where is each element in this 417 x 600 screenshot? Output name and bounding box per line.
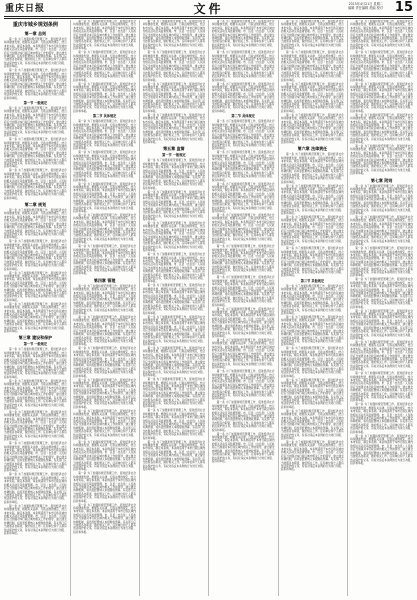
column-divider (347, 20, 348, 596)
paragraph: 第一条 为了加强和规范管理工作，促进经济社会持续健康发展，根据有关法律、行政法规的规定，结合本市实际，制定本条例。本条例适用于本市行政区域内的相关活动及其监督管理。市、区县（自治县）人民政府应当加强对本行政区域内相关工作的领导，建立健全协调机制，将所需经费纳入本级财政预算。有关部门应当按照各自职责，做好相关工作。任何单位和个人都有依法保护的义务，有权对违反本条例的行为进行劝阻、投诉和举报。 (73, 120, 136, 151)
paragraph: 第一条 为了加强和规范管理工作，促进经济社会持续健康发展，根据有关法律、行政法规的规定，结合本市实际，制定本条例。本条例适用于本市行政区域内的相关活动及其监督管理。市、区县（自治县）人民政府应当加强对本行政区域内相关工作的领导，建立健全协调机制，将所需经费纳入本级财政预算。有关部门应当按照各自职责，做好相关工作。任何单位和个人都有依法保护的义务，有权对违反本条例的行为进行劝阻、投诉和举报。 (350, 372, 413, 403)
paragraph: 第一条 为了加强和规范管理工作，促进经济社会持续健康发展，根据有关法律、行政法规的规定，结合本市实际，制定本条例。本条例适用于本市行政区域内的相关活动及其监督管理。市、区县（自治县）人民政府应当加强对本行政区域内相关工作的领导，建立健全协调机制，将所需经费纳入本级财政预算。有关部门应当按照各自职责，做好相关工作。任何单位和个人都有依法保护的义务，有权对违反本条例的行为进行劝阻、投诉和举报。 (4, 410, 67, 442)
paragraph: 第一条 为了加强和规范管理工作，促进经济社会持续健康发展，根据有关法律、行政法规的规定，结合本市实际，制定本条例。本条例适用于本市行政区域内的相关活动及其监督管理。市、区县（自治县）人民政府应当加强对本行政区域内相关工作的领导，建立健全协调机制，将所需经费纳入本级财政预算。有关部门应当按照各自职责，做好相关工作。任何单位和个人都有依法保护的义务，有权对违反本条例的行为进行劝阻、投诉和举报。 (142, 284, 206, 315)
paragraph: 第一条 为了加强和规范管理工作，促进经济社会持续健康发展，根据有关法律、行政法规的规定，结合本市实际，制定本条例。本条例适用于本市行政区域内的相关活动及其监督管理。市、区县（自治县）人民政府应当加强对本行政区域内相关工作的领导，建立健全协调机制，将所需经费纳入本级财政预算。有关部门应当按照各自职责，做好相关工作。任何单位和个人都有依法保护的义务，有权对违反本条例的行为进行劝阻、投诉和举报。 (281, 409, 344, 441)
paragraph: 第一条 为了加强和规范管理工作，促进经济社会持续健康发展，根据有关法律、行政法规的规定，结合本市实际，制定本条例。本条例适用于本市行政区域内的相关活动及其监督管理。市、区县（自治县）人民政府应当加强对本行政区域内相关工作的领导，建立健全协调机制，将所需经费纳入本级财政预算。有关部门应当按照各自职责，做好相关工作。任何单位和个人都有依法保护的义务，有权对违反本条例的行为进行劝阻、投诉和举报。 (350, 340, 413, 372)
paragraph: 第一条 为了加强和规范管理工作，促进经济社会持续健康发展，根据有关法律、行政法规的规定，结合本市实际，制定本条例。本条例适用于本市行政区域内的相关活动及其监督管理。市、区县（自治县）人民政府应当加强对本行政区域内相关工作的领导，建立健全协调机制，将所需经费纳入本级财政预算。有关部门应当按照各自职责，做好相关工作。任何单位和个人都有依法保护的义务，有权对违反本条例的行为进行劝阻、投诉和举报。 (350, 215, 413, 247)
paragraph: 第一条 为了加强和规范管理工作，促进经济社会持续健康发展，根据有关法律、行政法规的规定，结合本市实际，制定本条例。本条例适用于本市行政区域内的相关活动及其监督管理。市、区县（自治县）人民政府应当加强对本行政区域内相关工作的领导，建立健全协调机制，将所需经费纳入本级财政预算。有关部门应当按照各自职责，做好相关工作。任何单位和个人都有依法保护的义务，有权对违反本条例的行为进行劝阻、投诉和举报。 (211, 370, 275, 401)
paragraph: 第一条 为了加强和规范管理工作，促进经济社会持续健康发展，根据有关法律、行政法规的规定，结合本市实际，制定本条例。本条例适用于本市行政区域内的相关活动及其监督管理。市、区县（自治县）人民政府应当加强对本行政区域内相关工作的领导，建立健全协调机制，将所需经费纳入本级财政预算。有关部门应当按照各自职责，做好相关工作。任何单位和个人都有依法保护的义务，有权对违反本条例的行为进行劝阻、投诉和举报。 (281, 51, 344, 82)
paragraph: 第一条 为了加强和规范管理工作，促进经济社会持续健康发展，根据有关法律、行政法规的规定，结合本市实际，制定本条例。本条例适用于本市行政区域内的相关活动及其监督管理。市、区县（自治县）人民政府应当加强对本行政区域内相关工作的领导，建立健全协调机制，将所需经费纳入本级财政预算。有关部门应当按照各自职责，做好相关工作。任何单位和个人都有依法保护的义务，有权对违反本条例的行为进行劝阻、投诉和举报。 (281, 316, 344, 347)
column-1 (4, 20, 67, 596)
date-line: 2015年4月21日 星期二 (348, 2, 383, 6)
paragraph: 第一条 为了加强和规范管理工作，促进经济社会持续健康发展，根据有关法律、行政法规的规定，结合本市实际，制定本条例。本条例适用于本市行政区域内的相关活动及其监督管理。市、区县（自治县）人民政府应当加强对本行政区域内相关工作的领导，建立健全协调机制，将所需经费纳入本级财政预算。有关部门应当按照各自职责，做好相关工作。任何单位和个人都有依法保护的义务，有权对违反本条例的行为进行劝阻、投诉和举报。 (281, 20, 344, 51)
article-title: 重庆市城乡规划条例 (12, 22, 58, 28)
paragraph: 第一条 为了加强和规范管理工作，促进经济社会持续健康发展，根据有关法律、行政法规的规定，结合本市实际，制定本条例。本条例适用于本市行政区域内的相关活动及其监督管理。市、区县（自治县）人民政府应当加强对本行政区域内相关工作的领导，建立健全协调机制，将所需经费纳入本级财政预算。有关部门应当按照各自职责，做好相关工作。任何单位和个人都有依法保护的义务，有权对违反本条例的行为进行劝阻、投诉和举报。 (4, 209, 67, 240)
paragraph: 第一条 为了加强和规范管理工作，促进经济社会持续健康发展，根据有关法律、行政法规的规定，结合本市实际，制定本条例。本条例适用于本市行政区域内的相关活动及其监督管理。市、区县（自治县）人民政府应当加强对本行政区域内相关工作的领导，建立健全协调机制，将所需经费纳入本级财政预算。有关部门应当按照各自职责，做好相关工作。任何单位和个人都有依法保护的义务，有权对违反本条例的行为进行劝阻、投诉和举报。 (142, 51, 206, 82)
section-heading: 第二节 具体规定 (231, 114, 255, 119)
chapter-heading: 第七章 附则 (370, 177, 393, 183)
paragraph: 第一条 为了加强和规范管理工作，促进经济社会持续健康发展，根据有关法律、行政法规的规定，结合本市实际，制定本条例。本条例适用于本市行政区域内的相关活动及其监督管理。市、区县（自治县）人民政府应当加强对本行政区域内相关工作的领导，建立健全协调机制，将所需经费纳入本级财政预算。有关部门应当按照各自职责，做好相关工作。任何单位和个人都有依法保护的义务，有权对违反本条例的行为进行劝阻、投诉和举报。 (350, 184, 413, 215)
paragraph: 第一条 为了加强和规范管理工作，促进经济社会持续健康发展，根据有关法律、行政法规的规定，结合本市实际，制定本条例。本条例适用于本市行政区域内的相关活动及其监督管理。市、区县（自治县）人民政府应当加强对本行政区域内相关工作的领导，建立健全协调机制，将所需经费纳入本级财政预算。有关部门应当按照各自职责，做好相关工作。任何单位和个人都有依法保护的义务，有权对违反本条例的行为进行劝阻、投诉和举报。 (73, 472, 136, 503)
paragraph: 第一条 为了加强和规范管理工作，促进经济社会持续健康发展，根据有关法律、行政法规的规定，结合本市实际，制定本条例。本条例适用于本市行政区域内的相关活动及其监督管理。市、区县（自治县）人民政府应当加强对本行政区域内相关工作的领导，建立健全协调机制，将所需经费纳入本级财政预算。有关部门应当按照各自职责，做好相关工作。任何单位和个人都有依法保护的义务，有权对违反本条例的行为进行劝阻、投诉和举报。 (350, 247, 413, 278)
paragraph: 第一条 为了加强和规范管理工作，促进经济社会持续健康发展，根据有关法律、行政法规的规定，结合本市实际，制定本条例。本条例适用于本市行政区域内的相关活动及其监督管理。市、区县（自治县）人民政府应当加强对本行政区域内相关工作的领导，建立健全协调机制，将所需经费纳入本级财政预算。有关部门应当按照各自职责，做好相关工作。任何单位和个人都有依法保护的义务，有权对违反本条例的行为进行劝阻、投诉和举报。 (350, 20, 413, 51)
paragraph: 第一条 为了加强和规范管理工作，促进经济社会持续健康发展，根据有关法律、行政法规的规定，结合本市实际，制定本条例。本条例适用于本市行政区域内的相关活动及其监督管理。市、区县（自治县）人民政府应当加强对本行政区域内相关工作的领导，建立健全协调机制，将所需经费纳入本级财政预算。有关部门应当按照各自职责，做好相关工作。任何单位和个人都有依法保护的义务，有权对违反本条例的行为进行劝阻、投诉和举报。 (142, 440, 206, 471)
paragraph: 第一条 为了加强和规范管理工作，促进经济社会持续健康发展，根据有关法律、行政法规的规定，结合本市实际，制定本条例。本条例适用于本市行政区域内的相关活动及其监督管理。市、区县（自治县）人民政府应当加强对本行政区域内相关工作的领导，建立健全协调机制，将所需经费纳入本级财政预算。有关部门应当按照各自职责，做好相关工作。任何单位和个人都有依法保护的义务，有权对违反本条例的行为进行劝阻、投诉和举报。 (350, 278, 413, 309)
paragraph: 第一条 为了加强和规范管理工作，促进经济社会持续健康发展，根据有关法律、行政法规的规定，结合本市实际，制定本条例。本条例适用于本市行政区域内的相关活动及其监督管理。市、区县（自治县）人民政府应当加强对本行政区域内相关工作的领导，建立健全协调机制，将所需经费纳入本级财政预算。有关部门应当按照各自职责，做好相关工作。任何单位和个人都有依法保护的义务，有权对违反本条例的行为进行劝阻、投诉和举报。 (281, 441, 344, 472)
chapter-heading: 第六章 法律责任 (297, 146, 328, 152)
section-heading: 第一节 一般规定 (162, 153, 186, 158)
section-heading: 第三节 其他规定 (300, 278, 325, 283)
paragraph: 第一条 为了加强和规范管理工作，促进经济社会持续健康发展，根据有关法律、行政法规的规定，结合本市实际，制定本条例。本条例适用于本市行政区域内的相关活动及其监督管理。市、区县（自治县）人民政府应当加强对本行政区域内相关工作的领导，建立健全协调机制，将所需经费纳入本级财政预算。有关部门应当按照各自职责，做好相关工作。任何单位和个人都有依法保护的义务，有权对违反本条例的行为进行劝阻、投诉和举报。 (281, 347, 344, 378)
paragraph: 第一条 为了加强和规范管理工作，促进经济社会持续健康发展，根据有关法律、行政法规的规定，结合本市实际，制定本条例。本条例适用于本市行政区域内的相关活动及其监督管理。市、区县（自治县）人民政府应当加强对本行政区域内相关工作的领导，建立健全协调机制，将所需经费纳入本级财政预算。有关部门应当按照各自职责，做好相关工作。任何单位和个人都有依法保护的义务，有权对违反本条例的行为进行劝阻、投诉和举报。 (281, 247, 344, 278)
column-divider (208, 20, 209, 596)
editor-line: 编辑 责任编辑 美编 校对 (348, 6, 383, 10)
paragraph: 第一条 为了加强和规范管理工作，促进经济社会持续健康发展，根据有关法律、行政法规的规定，结合本市实际，制定本条例。本条例适用于本市行政区域内的相关活动及其监督管理。市、区县（自治县）人民政府应当加强对本行政区域内相关工作的领导，建立健全协调机制，将所需经费纳入本级财政预算。有关部门应当按照各自职责，做好相关工作。任何单位和个人都有依法保护的义务，有权对违反本条例的行为进行劝阻、投诉和举报。 (211, 151, 275, 182)
paragraph: 第一条 为了加强和规范管理工作，促进经济社会持续健康发展，根据有关法律、行政法规的规定，结合本市实际，制定本条例。本条例适用于本市行政区域内的相关活动及其监督管理。市、区县（自治县）人民政府应当加强对本行政区域内相关工作的领导，建立健全协调机制，将所需经费纳入本级财政预算。有关部门应当按照各自职责，做好相关工作。任何单位和个人都有依法保护的义务，有权对违反本条例的行为进行劝阻、投诉和举报。 (73, 347, 136, 378)
paragraph: 第一条 为了加强和规范管理工作，促进经济社会持续健康发展，根据有关法律、行政法规的规定，结合本市实际，制定本条例。本条例适用于本市行政区域内的相关活动及其监督管理。市、区县（自治县）人民政府应当加强对本行政区域内相关工作的领导，建立健全协调机制，将所需经费纳入本级财政预算。有关部门应当按照各自职责，做好相关工作。任何单位和个人都有依法保护的义务，有权对违反本条例的行为进行劝阻、投诉和举报。 (73, 441, 136, 472)
paragraph: 第一条 为了加强和规范管理工作，促进经济社会持续健康发展，根据有关法律、行政法规的规定，结合本市实际，制定本条例。本条例适用于本市行政区域内的相关活动及其监督管理。市、区县（自治县）人民政府应当加强对本行政区域内相关工作的领导，建立健全协调机制，将所需经费纳入本级财政预算。有关部门应当按照各自职责，做好相关工作。任何单位和个人都有依法保护的义务，有权对违反本条例的行为进行劝阻、投诉和举报。 (4, 38, 67, 69)
paragraph: 第一条 为了加强和规范管理工作，促进经济社会持续健康发展，根据有关法律、行政法规的规定，结合本市实际，制定本条例。本条例适用于本市行政区域内的相关活动及其监督管理。市、区县（自治县）人民政府应当加强对本行政区域内相关工作的领导，建立健全协调机制，将所需经费纳入本级财政预算。有关部门应当按照各自职责，做好相关工作。任何单位和个人都有依法保护的义务，有权对违反本条例的行为进行劝阻、投诉和举报。 (211, 51, 275, 82)
paragraph: 第一条 为了加强和规范管理工作，促进经济社会持续健康发展，根据有关法律、行政法规的规定，结合本市实际，制定本条例。本条例适用于本市行政区域内的相关活动及其监督管理。市、区县（自治县）人民政府应当加强对本行政区域内相关工作的领导，建立健全协调机制，将所需经费纳入本级财政预算。有关部门应当按照各自职责，做好相关工作。任何单位和个人都有依法保护的义务，有权对违反本条例的行为进行劝阻、投诉和举报。 (350, 309, 413, 340)
column-6 (350, 20, 413, 596)
paragraph: 第一条 为了加强和规范管理工作，促进经济社会持续健康发展，根据有关法律、行政法规的规定，结合本市实际，制定本条例。本条例适用于本市行政区域内的相关活动及其监督管理。市、区县（自治县）人民政府应当加强对本行政区域内相关工作的领导，建立健全协调机制，将所需经费纳入本级财政预算。有关部门应当按照各自职责，做好相关工作。任何单位和个人都有依法保护的义务，有权对违反本条例的行为进行劝阻、投诉和举报。 (211, 307, 275, 338)
paragraph: 第一条 为了加强和规范管理工作，促进经济社会持续健康发展，根据有关法律、行政法规的规定，结合本市实际，制定本条例。本条例适用于本市行政区域内的相关活动及其监督管理。市、区县（自治县）人民政府应当加强对本行政区域内相关工作的领导，建立健全协调机制，将所需经费纳入本级财政预算。有关部门应当按照各自职责，做好相关工作。任何单位和个人都有依法保护的义务，有权对违反本条例的行为进行劝阻、投诉和举报。 (4, 442, 67, 473)
paragraph: 第一条 为了加强和规范管理工作，促进经济社会持续健康发展，根据有关法律、行政法规的规定，结合本市实际，制定本条例。本条例适用于本市行政区域内的相关活动及其监督管理。市、区县（自治县）人民政府应当加强对本行政区域内相关工作的领导，建立健全协调机制，将所需经费纳入本级财政预算。有关部门应当按照各自职责，做好相关工作。任何单位和个人都有依法保护的义务，有权对违反本条例的行为进行劝阻、投诉和举报。 (4, 348, 67, 379)
paragraph: 第一条 为了加强和规范管理工作，促进经济社会持续健康发展，根据有关法律、行政法规的规定，结合本市实际，制定本条例。本条例适用于本市行政区域内的相关活动及其监督管理。市、区县（自治县）人民政府应当加强对本行政区域内相关工作的领导，建立健全协调机制，将所需经费纳入本级财政预算。有关部门应当按照各自职责，做好相关工作。任何单位和个人都有依法保护的义务，有权对违反本条例的行为进行劝阻、投诉和举报。 (4, 106, 67, 138)
newspaper-logo: 重庆日报 (5, 4, 46, 14)
paragraph: 第一条 为了加强和规范管理工作，促进经济社会持续健康发展，根据有关法律、行政法规的规定，结合本市实际，制定本条例。本条例适用于本市行政区域内的相关活动及其监督管理。市、区县（自治县）人民政府应当加强对本行政区域内相关工作的领导，建立健全协调机制，将所需经费纳入本级财政预算。有关部门应当按照各自职责，做好相关工作。任何单位和个人都有依法保护的义务，有权对违反本条例的行为进行劝阻、投诉和举报。 (211, 213, 275, 245)
paragraph: 第一条 为了加强和规范管理工作，促进经济社会持续健康发展，根据有关法律、行政法规的规定，结合本市实际，制定本条例。本条例适用于本市行政区域内的相关活动及其监督管理。市、区县（自治县）人民政府应当加强对本行政区域内相关工作的领导，建立健全协调机制，将所需经费纳入本级财政预算。有关部门应当按照各自职责，做好相关工作。任何单位和个人都有依法保护的义务，有权对违反本条例的行为进行劝阻、投诉和举报。 (4, 69, 67, 100)
column-4 (212, 20, 275, 596)
paragraph: 第一条 为了加强和规范管理工作，促进经济社会持续健康发展，根据有关法律、行政法规的规定，结合本市实际，制定本条例。本条例适用于本市行政区域内的相关活动及其监督管理。市、区县（自治县）人民政府应当加强对本行政区域内相关工作的领导，建立健全协调机制，将所需经费纳入本级财政预算。有关部门应当按照各自职责，做好相关工作。任何单位和个人都有依法保护的义务，有权对违反本条例的行为进行劝阻、投诉和举报。 (211, 432, 275, 463)
paragraph: 第一条 为了加强和规范管理工作，促进经济社会持续健康发展，根据有关法律、行政法规的规定，结合本市实际，制定本条例。本条例适用于本市行政区域内的相关活动及其监督管理。市、区县（自治县）人民政府应当加强对本行政区域内相关工作的领导，建立健全协调机制，将所需经费纳入本级财政预算。有关部门应当按照各自职责，做好相关工作。任何单位和个人都有依法保护的义务，有权对违反本条例的行为进行劝阻、投诉和举报。 (211, 401, 275, 432)
paragraph: 第一条 为了加强和规范管理工作，促进经济社会持续健康发展，根据有关法律、行政法规的规定，结合本市实际，制定本条例。本条例适用于本市行政区域内的相关活动及其监督管理。市、区县（自治县）人民政府应当加强对本行政区域内相关工作的领导，建立健全协调机制，将所需经费纳入本级财政预算。有关部门应当按照各自职责，做好相关工作。任何单位和个人都有依法保护的义务，有权对违反本条例的行为进行劝阻、投诉和举报。 (281, 113, 344, 144)
column-divider (139, 20, 140, 596)
paragraph: 第一条 为了加强和规范管理工作，促进经济社会持续健康发展，根据有关法律、行政法规的规定，结合本市实际，制定本条例。本条例适用于本市行政区域内的相关活动及其监督管理。市、区县（自治县）人民政府应当加强对本行政区域内相关工作的领导，建立健全协调机制，将所需经费纳入本级财政预算。有关部门应当按照各自职责，做好相关工作。任何单位和个人都有依法保护的义务，有权对违反本条例的行为进行劝阻、投诉和举报。 (142, 221, 206, 253)
paragraph: 第一条 为了加强和规范管理工作，促进经济社会持续健康发展，根据有关法律、行政法规的规定，结合本市实际，制定本条例。本条例适用于本市行政区域内的相关活动及其监督管理。市、区县（自治县）人民政府应当加强对本行政区域内相关工作的领导，建立健全协调机制，将所需经费纳入本级财政预算。有关部门应当按照各自职责，做好相关工作。任何单位和个人都有依法保护的义务，有权对违反本条例的行为进行劝阻、投诉和举报。 (350, 145, 413, 176)
paragraph: 第一条 为了加强和规范管理工作，促进经济社会持续健康发展，根据有关法律、行政法规的规定，结合本市实际，制定本条例。本条例适用于本市行政区域内的相关活动及其监督管理。市、区县（自治县）人民政府应当加强对本行政区域内相关工作的领导，建立健全协调机制，将所需经费纳入本级财政预算。有关部门应当按照各自职责，做好相关工作。任何单位和个人都有依法保护的义务，有权对违反本条例的行为进行劝阻、投诉和举报。 (211, 276, 275, 307)
dateline (303, 2, 383, 10)
paragraph: 第一条 为了加强和规范管理工作，促进经济社会持续健康发展，根据有关法律、行政法规的规定，结合本市实际，制定本条例。本条例适用于本市行政区域内的相关活动及其监督管理。市、区县（自治县）人民政府应当加强对本行政区域内相关工作的领导，建立健全协调机制，将所需经费纳入本级财政预算。有关部门应当按照各自职责，做好相关工作。任何单位和个人都有依法保护的义务，有权对违反本条例的行为进行劝阻、投诉和举报。 (142, 82, 206, 113)
paragraph: 第一条 为了加强和规范管理工作，促进经济社会持续健康发展，根据有关法律、行政法规的规定，结合本市实际，制定本条例。本条例适用于本市行政区域内的相关活动及其监督管理。市、区县（自治县）人民政府应当加强对本行政区域内相关工作的领导，建立健全协调机制，将所需经费纳入本级财政预算。有关部门应当按照各自职责，做好相关工作。任何单位和个人都有依法保护的义务，有权对违反本条例的行为进行劝阻、投诉和举报。 (211, 20, 275, 51)
chapter-heading: 第四章 管理 (93, 277, 116, 283)
paragraph: 第一条 为了加强和规范管理工作，促进经济社会持续健康发展，根据有关法律、行政法规的规定，结合本市实际，制定本条例。本条例适用于本市行政区域内的相关活动及其监督管理。市、区县（自治县）人民政府应当加强对本行政区域内相关工作的领导，建立健全协调机制，将所需经费纳入本级财政预算。有关部门应当按照各自职责，做好相关工作。任何单位和个人都有依法保护的义务，有权对违反本条例的行为进行劝阻、投诉和举报。 (350, 51, 413, 82)
column-divider (70, 20, 71, 596)
header-rule-thin (4, 18, 413, 19)
paragraph: 第一条 为了加强和规范管理工作，促进经济社会持续健康发展，根据有关法律、行政法规的规定，结合本市实际，制定本条例。本条例适用于本市行政区域内的相关活动及其监督管理。市、区县（自治县）人民政府应当加强对本行政区域内相关工作的领导，建立健全协调机制，将所需经费纳入本级财政预算。有关部门应当按照各自职责，做好相关工作。任何单位和个人都有依法保护的义务，有权对违反本条例的行为进行劝阻、投诉和举报。 (142, 378, 206, 409)
paragraph: 第一条 为了加强和规范管理工作，促进经济社会持续健康发展，根据有关法律、行政法规的规定，结合本市实际，制定本条例。本条例适用于本市行政区域内的相关活动及其监督管理。市、区县（自治县）人民政府应当加强对本行政区域内相关工作的领导，建立健全协调机制，将所需经费纳入本级财政预算。有关部门应当按照各自职责，做好相关工作。任何单位和个人都有依法保护的义务，有权对违反本条例的行为进行劝阻、投诉和举报。 (4, 379, 67, 410)
paragraph: 第一条 为了加强和规范管理工作，促进经济社会持续健康发展，根据有关法律、行政法规的规定，结合本市实际，制定本条例。本条例适用于本市行政区域内的相关活动及其监督管理。市、区县（自治县）人民政府应当加强对本行政区域内相关工作的领导，建立健全协调机制，将所需经费纳入本级财政预算。有关部门应当按照各自职责，做好相关工作。任何单位和个人都有依法保护的义务，有权对违反本条例的行为进行劝阻、投诉和举报。 (142, 190, 206, 221)
paragraph: 第一条 为了加强和规范管理工作，促进经济社会持续健康发展，根据有关法律、行政法规的规定，结合本市实际，制定本条例。本条例适用于本市行政区域内的相关活动及其监督管理。市、区县（自治县）人民政府应当加强对本行政区域内相关工作的领导，建立健全协调机制，将所需经费纳入本级财政预算。有关部门应当按照各自职责，做好相关工作。任何单位和个人都有依法保护的义务，有权对违反本条例的行为进行劝阻、投诉和举报。 (142, 20, 206, 51)
section-title: 文件 (193, 2, 224, 16)
paragraph: 第一条 为了加强和规范管理工作，促进经济社会持续健康发展，根据有关法律、行政法规的规定，结合本市实际，制定本条例。本条例适用于本市行政区域内的相关活动及其监督管理。市、区县（自治县）人民政府应当加强对本行政区域内相关工作的领导，建立健全协调机制，将所需经费纳入本级财政预算。有关部门应当按照各自职责，做好相关工作。任何单位和个人都有依法保护的义务，有权对违反本条例的行为进行劝阻、投诉和举报。 (142, 253, 206, 284)
chapter-heading: 第三章 建设和保护 (18, 335, 53, 341)
paragraph: 第一条 为了加强和规范管理工作，促进经济社会持续健康发展，根据有关法律、行政法规的规定，结合本市实际，制定本条例。本条例适用于本市行政区域内的相关活动及其监督管理。市、区县（自治县）人民政府应当加强对本行政区域内相关工作的领导，建立健全协调机制，将所需经费纳入本级财政预算。有关部门应当按照各自职责，做好相关工作。任何单位和个人都有依法保护的义务，有权对违反本条例的行为进行劝阻、投诉和举报。 (211, 120, 275, 151)
paragraph: 第一条 为了加强和规范管理工作，促进经济社会持续健康发展，根据有关法律、行政法规的规定，结合本市实际，制定本条例。本条例适用于本市行政区域内的相关活动及其监督管理。市、区县（自治县）人民政府应当加强对本行政区域内相关工作的领导，建立健全协调机制，将所需经费纳入本级财政预算。有关部门应当按照各自职责，做好相关工作。任何单位和个人都有依法保护的义务，有权对违反本条例的行为进行劝阻、投诉和举报。 (211, 182, 275, 213)
paragraph: 第一条 为了加强和规范管理工作，促进经济社会持续健康发展，根据有关法律、行政法规的规定，结合本市实际，制定本条例。本条例适用于本市行政区域内的相关活动及其监督管理。市、区县（自治县）人民政府应当加强对本行政区域内相关工作的领导，建立健全协调机制，将所需经费纳入本级财政预算。有关部门应当按照各自职责，做好相关工作。任何单位和个人都有依法保护的义务，有权对违反本条例的行为进行劝阻、投诉和举报。 (142, 113, 206, 144)
paragraph: 第一条 为了加强和规范管理工作，促进经济社会持续健康发展，根据有关法律、行政法规的规定，结合本市实际，制定本条例。本条例适用于本市行政区域内的相关活动及其监督管理。市、区县（自治县）人民政府应当加强对本行政区域内相关工作的领导，建立健全协调机制，将所需经费纳入本级财政预算。有关部门应当按照各自职责，做好相关工作。任何单位和个人都有依法保护的义务，有权对违反本条例的行为进行劝阻、投诉和举报。 (281, 215, 344, 247)
paragraph: 第一条 为了加强和规范管理工作，促进经济社会持续健康发展，根据有关法律、行政法规的规定，结合本市实际，制定本条例。本条例适用于本市行政区域内的相关活动及其监督管理。市、区县（自治县）人民政府应当加强对本行政区域内相关工作的领导，建立健全协调机制，将所需经费纳入本级财政预算。有关部门应当按照各自职责，做好相关工作。任何单位和个人都有依法保护的义务，有权对违反本条例的行为进行劝阻、投诉和举报。 (4, 473, 67, 504)
paragraph: 第一条 为了加强和规范管理工作，促进经济社会持续健康发展，根据有关法律、行政法规的规定，结合本市实际，制定本条例。本条例适用于本市行政区域内的相关活动及其监督管理。市、区县（自治县）人民政府应当加强对本行政区域内相关工作的领导，建立健全协调机制，将所需经费纳入本级财政预算。有关部门应当按照各自职责，做好相关工作。任何单位和个人都有依法保护的义务，有权对违反本条例的行为进行劝阻、投诉和举报。 (142, 159, 206, 190)
paragraph: 第一条 为了加强和规范管理工作，促进经济社会持续健康发展，根据有关法律、行政法规的规定，结合本市实际，制定本条例。本条例适用于本市行政区域内的相关活动及其监督管理。市、区县（自治县）人民政府应当加强对本行政区域内相关工作的领导，建立健全协调机制，将所需经费纳入本级财政预算。有关部门应当按照各自职责，做好相关工作。任何单位和个人都有依法保护的义务，有权对违反本条例的行为进行劝阻、投诉和举报。 (211, 338, 275, 370)
column-2 (73, 20, 136, 596)
paragraph: 第一条 为了加强和规范管理工作，促进经济社会持续健康发展，根据有关法律、行政法规的规定，结合本市实际，制定本条例。本条例适用于本市行政区域内的相关活动及其监督管理。市、区县（自治县）人民政府应当加强对本行政区域内相关工作的领导，建立健全协调机制，将所需经费纳入本级财政预算。有关部门应当按照各自职责，做好相关工作。任何单位和个人都有依法保护的义务，有权对违反本条例的行为进行劝阻、投诉和举报。 (4, 138, 67, 169)
paragraph: 第一条 为了加强和规范管理工作，促进经济社会持续健康发展，根据有关法律、行政法规的规定，结合本市实际，制定本条例。本条例适用于本市行政区域内的相关活动及其监督管理。市、区县（自治县）人民政府应当加强对本行政区域内相关工作的领导，建立健全协调机制，将所需经费纳入本级财政预算。有关部门应当按照各自职责，做好相关工作。任何单位和个人都有依法保护的义务，有权对违反本条例的行为进行劝阻、投诉和举报。 (73, 20, 136, 51)
paragraph: 第一条 为了加强和规范管理工作，促进经济社会持续健康发展，根据有关法律、行政法规的规定，结合本市实际，制定本条例。本条例适用于本市行政区域内的相关活动及其监督管理。市、区县（自治县）人民政府应当加强对本行政区域内相关工作的领导，建立健全协调机制，将所需经费纳入本级财政预算。有关部门应当按照各自职责，做好相关工作。任何单位和个人都有依法保护的义务，有权对违反本条例的行为进行劝阻、投诉和举报。 (142, 315, 206, 346)
page-number: 15 (394, 0, 413, 15)
paragraph: 第一条 为了加强和规范管理工作，促进经济社会持续健康发展，根据有关法律、行政法规的规定，结合本市实际，制定本条例。本条例适用于本市行政区域内的相关活动及其监督管理。市、区县（自治县）人民政府应当加强对本行政区域内相关工作的领导，建立健全协调机制，将所需经费纳入本级财政预算。有关部门应当按照各自职责，做好相关工作。任何单位和个人都有依法保护的义务，有权对违反本条例的行为进行劝阻、投诉和举报。 (281, 378, 344, 409)
paragraph: 第一条 为了加强和规范管理工作，促进经济社会持续健康发展，根据有关法律、行政法规的规定，结合本市实际，制定本条例。本条例适用于本市行政区域内的相关活动及其监督管理。市、区县（自治县）人民政府应当加强对本行政区域内相关工作的领导，建立健全协调机制，将所需经费纳入本级财政预算。有关部门应当按照各自职责，做好相关工作。任何单位和个人都有依法保护的义务，有权对违反本条例的行为进行劝阻、投诉和举报。 (73, 51, 136, 82)
paragraph: 第一条 为了加强和规范管理工作，促进经济社会持续健康发展，根据有关法律、行政法规的规定，结合本市实际，制定本条例。本条例适用于本市行政区域内的相关活动及其监督管理。市、区县（自治县）人民政府应当加强对本行政区域内相关工作的领导，建立健全协调机制，将所需经费纳入本级财政预算。有关部门应当按照各自职责，做好相关工作。任何单位和个人都有依法保护的义务，有权对违反本条例的行为进行劝阻、投诉和举报。 (350, 403, 413, 434)
paragraph: 第一条 为了加强和规范管理工作，促进经济社会持续健康发展，根据有关法律、行政法规的规定，结合本市实际，制定本条例。本条例适用于本市行政区域内的相关活动及其监督管理。市、区县（自治县）人民政府应当加强对本行政区域内相关工作的领导，建立健全协调机制，将所需经费纳入本级财政预算。有关部门应当按照各自职责，做好相关工作。任何单位和个人都有依法保护的义务，有权对违反本条例的行为进行劝阻、投诉和举报。 (73, 378, 136, 409)
section-heading: 第一节 一般规定 (23, 100, 48, 105)
paragraph: 第一条 为了加强和规范管理工作，促进经济社会持续健康发展，根据有关法律、行政法规的规定，结合本市实际，制定本条例。本条例适用于本市行政区域内的相关活动及其监督管理。市、区县（自治县）人民政府应当加强对本行政区域内相关工作的领导，建立健全协调机制，将所需经费纳入本级财政预算。有关部门应当按照各自职责，做好相关工作。任何单位和个人都有依法保护的义务，有权对违反本条例的行为进行劝阻、投诉和举报。 (4, 271, 67, 302)
paragraph: 第一条 为了加强和规范管理工作，促进经济社会持续健康发展，根据有关法律、行政法规的规定，结合本市实际，制定本条例。本条例适用于本市行政区域内的相关活动及其监督管理。市、区县（自治县）人民政府应当加强对本行政区域内相关工作的领导，建立健全协调机制，将所需经费纳入本级财政预算。有关部门应当按照各自职责，做好相关工作。任何单位和个人都有依法保护的义务，有权对违反本条例的行为进行劝阻、投诉和举报。 (142, 409, 206, 440)
masthead (0, 0, 417, 16)
paragraph: 第一条 为了加强和规范管理工作，促进经济社会持续健康发展，根据有关法律、行政法规的规定，结合本市实际，制定本条例。本条例适用于本市行政区域内的相关活动及其监督管理。市、区县（自治县）人民政府应当加强对本行政区域内相关工作的领导，建立健全协调机制，将所需经费纳入本级财政预算。有关部门应当按照各自职责，做好相关工作。任何单位和个人都有依法保护的义务，有权对违反本条例的行为进行劝阻、投诉和举报。 (73, 182, 136, 213)
paragraph: 第一条 为了加强和规范管理工作，促进经济社会持续健康发展，根据有关法律、行政法规的规定，结合本市实际，制定本条例。本条例适用于本市行政区域内的相关活动及其监督管理。市、区县（自治县）人民政府应当加强对本行政区域内相关工作的领导，建立健全协调机制，将所需经费纳入本级财政预算。有关部门应当按照各自职责，做好相关工作。任何单位和个人都有依法保护的义务，有权对违反本条例的行为进行劝阻、投诉和举报。 (73, 316, 136, 347)
paragraph: 第一条 为了加强和规范管理工作，促进经济社会持续健康发展，根据有关法律、行政法规的规定，结合本市实际，制定本条例。本条例适用于本市行政区域内的相关活动及其监督管理。市、区县（自治县）人民政府应当加强对本行政区域内相关工作的领导，建立健全协调机制，将所需经费纳入本级财政预算。有关部门应当按照各自职责，做好相关工作。任何单位和个人都有依法保护的义务，有权对违反本条例的行为进行劝阻、投诉和举报。 (73, 82, 136, 113)
paragraph: 第一条 为了加强和规范管理工作，促进经济社会持续健康发展，根据有关法律、行政法规的规定，结合本市实际，制定本条例。本条例适用于本市行政区域内的相关活动及其监督管理。市、区县（自治县）人民政府应当加强对本行政区域内相关工作的领导，建立健全协调机制，将所需经费纳入本级财政预算。有关部门应当按照各自职责，做好相关工作。任何单位和个人都有依法保护的义务，有权对违反本条例的行为进行劝阻、投诉和举报。 (211, 82, 275, 113)
section-heading: 第二节 具体规定 (92, 114, 117, 119)
paragraph: 第一条 为了加强和规范管理工作，促进经济社会持续健康发展，根据有关法律、行政法规的规定，结合本市实际，制定本条例。本条例适用于本市行政区域内的相关活动及其监督管理。市、区县（自治县）人民政府应当加强对本行政区域内相关工作的领导，建立健全协调机制，将所需经费纳入本级财政预算。有关部门应当按照各自职责，做好相关工作。任何单位和个人都有依法保护的义务，有权对违反本条例的行为进行劝阻、投诉和举报。 (73, 409, 136, 441)
section-heading: 第一节 一般规定 (23, 342, 48, 347)
paragraph: 第一条 为了加强和规范管理工作，促进经济社会持续健康发展，根据有关法律、行政法规的规定，结合本市实际，制定本条例。本条例适用于本市行政区域内的相关活动及其监督管理。市、区县（自治县）人民政府应当加强对本行政区域内相关工作的领导，建立健全协调机制，将所需经费纳入本级财政预算。有关部门应当按照各自职责，做好相关工作。任何单位和个人都有依法保护的义务，有权对违反本条例的行为进行劝阻、投诉和举报。 (4, 169, 67, 200)
paragraph: 第一条 为了加强和规范管理工作，促进经济社会持续健康发展，根据有关法律、行政法规的规定，结合本市实际，制定本条例。本条例适用于本市行政区域内的相关活动及其监督管理。市、区县（自治县）人民政府应当加强对本行政区域内相关工作的领导，建立健全协调机制，将所需经费纳入本级财政预算。有关部门应当按照各自职责，做好相关工作。任何单位和个人都有依法保护的义务，有权对违反本条例的行为进行劝阻、投诉和举报。 (281, 82, 344, 113)
paragraph: 第一条 为了加强和规范管理工作，促进经济社会持续健康发展，根据有关法律、行政法规的规定，结合本市实际，制定本条例。本条例适用于本市行政区域内的相关活动及其监督管理。市、区县（自治县）人民政府应当加强对本行政区域内相关工作的领导，建立健全协调机制，将所需经费纳入本级财政预算。有关部门应当按照各自职责，做好相关工作。任何单位和个人都有依法保护的义务，有权对违反本条例的行为进行劝阻、投诉和举报。 (142, 346, 206, 378)
paragraph: 第一条 为了加强和规范管理工作，促进经济社会持续健康发展，根据有关法律、行政法规的规定，结合本市实际，制定本条例。本条例适用于本市行政区域内的相关活动及其监督管理。市、区县（自治县）人民政府应当加强对本行政区域内相关工作的领导，建立健全协调机制，将所需经费纳入本级财政预算。有关部门应当按照各自职责，做好相关工作。任何单位和个人都有依法保护的义务，有权对违反本条例的行为进行劝阻、投诉和举报。 (4, 504, 67, 535)
column-5 (281, 20, 344, 596)
chapter-heading: 第二章 规划 (24, 202, 47, 208)
paragraph: 第一条 为了加强和规范管理工作，促进经济社会持续健康发展，根据有关法律、行政法规的规定，结合本市实际，制定本条例。本条例适用于本市行政区域内的相关活动及其监督管理。市、区县（自治县）人民政府应当加强对本行政区域内相关工作的领导，建立健全协调机制，将所需经费纳入本级财政预算。有关部门应当按照各自职责，做好相关工作。任何单位和个人都有依法保护的义务，有权对违反本条例的行为进行劝阻、投诉和举报。 (350, 434, 413, 465)
column-divider (278, 20, 279, 596)
paragraph: 第一条 为了加强和规范管理工作，促进经济社会持续健康发展，根据有关法律、行政法规的规定，结合本市实际，制定本条例。本条例适用于本市行政区域内的相关活动及其监督管理。市、区县（自治县）人民政府应当加强对本行政区域内相关工作的领导，建立健全协调机制，将所需经费纳入本级财政预算。有关部门应当按照各自职责，做好相关工作。任何单位和个人都有依法保护的义务，有权对违反本条例的行为进行劝阻、投诉和举报。 (211, 245, 275, 276)
paragraph: 第一条 为了加强和规范管理工作，促进经济社会持续健康发展，根据有关法律、行政法规的规定，结合本市实际，制定本条例。本条例适用于本市行政区域内的相关活动及其监督管理。市、区县（自治县）人民政府应当加强对本行政区域内相关工作的领导，建立健全协调机制，将所需经费纳入本级财政预算。有关部门应当按照各自职责，做好相关工作。任何单位和个人都有依法保护的义务，有权对违反本条例的行为进行劝阻、投诉和举报。 (281, 184, 344, 215)
chapter-heading: 第五章 监督 (163, 146, 185, 152)
paragraph: 第一条 为了加强和规范管理工作，促进经济社会持续健康发展，根据有关法律、行政法规的规定，结合本市实际，制定本条例。本条例适用于本市行政区域内的相关活动及其监督管理。市、区县（自治县）人民政府应当加强对本行政区域内相关工作的领导，建立健全协调机制，将所需经费纳入本级财政预算。有关部门应当按照各自职责，做好相关工作。任何单位和个人都有依法保护的义务，有权对违反本条例的行为进行劝阻、投诉和举报。 (281, 153, 344, 184)
paragraph: 第一条 为了加强和规范管理工作，促进经济社会持续健康发展，根据有关法律、行政法规的规定，结合本市实际，制定本条例。本条例适用于本市行政区域内的相关活动及其监督管理。市、区县（自治县）人民政府应当加强对本行政区域内相关工作的领导，建立健全协调机制，将所需经费纳入本级财政预算。有关部门应当按照各自职责，做好相关工作。任何单位和个人都有依法保护的义务，有权对违反本条例的行为进行劝阻、投诉和举报。 (73, 151, 136, 182)
paragraph: 第一条 为了加强和规范管理工作，促进经济社会持续健康发展，根据有关法律、行政法规的规定，结合本市实际，制定本条例。本条例适用于本市行政区域内的相关活动及其监督管理。市、区县（自治县）人民政府应当加强对本行政区域内相关工作的领导，建立健全协调机制，将所需经费纳入本级财政预算。有关部门应当按照各自职责，做好相关工作。任何单位和个人都有依法保护的义务，有权对违反本条例的行为进行劝阻、投诉和举报。 (350, 82, 413, 113)
paragraph: 第一条 为了加强和规范管理工作，促进经济社会持续健康发展，根据有关法律、行政法规的规定，结合本市实际，制定本条例。本条例适用于本市行政区域内的相关活动及其监督管理。市、区县（自治县）人民政府应当加强对本行政区域内相关工作的领导，建立健全协调机制，将所需经费纳入本级财政预算。有关部门应当按照各自职责，做好相关工作。任何单位和个人都有依法保护的义务，有权对违反本条例的行为进行劝阻、投诉和举报。 (73, 245, 136, 276)
column-3 (143, 20, 206, 596)
chapter-heading: 第一章 总则 (24, 31, 47, 36)
paragraph: 第一条 为了加强和规范管理工作，促进经济社会持续健康发展，根据有关法律、行政法规的规定，结合本市实际，制定本条例。本条例适用于本市行政区域内的相关活动及其监督管理。市、区县（自治县）人民政府应当加强对本行政区域内相关工作的领导，建立健全协调机制，将所需经费纳入本级财政预算。有关部门应当按照各自职责，做好相关工作。任何单位和个人都有依法保护的义务，有权对违反本条例的行为进行劝阻、投诉和举报。 (73, 213, 136, 245)
paragraph: 第一条 为了加强和规范管理工作，促进经济社会持续健康发展，根据有关法律、行政法规的规定，结合本市实际，制定本条例。本条例适用于本市行政区域内的相关活动及其监督管理。市、区县（自治县）人民政府应当加强对本行政区域内相关工作的领导，建立健全协调机制，将所需经费纳入本级财政预算。有关部门应当按照各自职责，做好相关工作。任何单位和个人都有依法保护的义务，有权对违反本条例的行为进行劝阻、投诉和举报。 (73, 284, 136, 316)
paragraph: 第一条 为了加强和规范管理工作，促进经济社会持续健康发展，根据有关法律、行政法规的规定，结合本市实际，制定本条例。本条例适用于本市行政区域内的相关活动及其监督管理。市、区县（自治县）人民政府应当加强对本行政区域内相关工作的领导，建立健全协调机制，将所需经费纳入本级财政预算。有关部门应当按照各自职责，做好相关工作。任何单位和个人都有依法保护的义务，有权对违反本条例的行为进行劝阻、投诉和举报。 (4, 240, 67, 271)
paragraph: 第一条 为了加强和规范管理工作，促进经济社会持续健康发展，根据有关法律、行政法规的规定，结合本市实际，制定本条例。本条例适用于本市行政区域内的相关活动及其监督管理。市、区县（自治县）人民政府应当加强对本行政区域内相关工作的领导，建立健全协调机制，将所需经费纳入本级财政预算。有关部门应当按照各自职责，做好相关工作。任何单位和个人都有依法保护的义务，有权对违反本条例的行为进行劝阻、投诉和举报。 (350, 113, 413, 144)
article-columns (4, 20, 413, 596)
paragraph: 第一条 为了加强和规范管理工作，促进经济社会持续健康发展，根据有关法律、行政法规的规定，结合本市实际，制定本条例。本条例适用于本市行政区域内的相关活动及其监督管理。市、区县（自治县）人民政府应当加强对本行政区域内相关工作的领导，建立健全协调机制，将所需经费纳入本级财政预算。有关部门应当按照各自职责，做好相关工作。任何单位和个人都有依法保护的义务，有权对违反本条例的行为进行劝阻、投诉和举报。 (281, 284, 344, 316)
paragraph: 第一条 为了加强和规范管理工作，促进经济社会持续健康发展，根据有关法律、行政法规的规定，结合本市实际，制定本条例。本条例适用于本市行政区域内的相关活动及其监督管理。市、区县（自治县）人民政府应当加强对本行政区域内相关工作的领导，建立健全协调机制，将所需经费纳入本级财政预算。有关部门应当按照各自职责，做好相关工作。任何单位和个人都有依法保护的义务，有权对违反本条例的行为进行劝阻、投诉和举报。 (73, 503, 136, 534)
paragraph: 第一条 为了加强和规范管理工作，促进经济社会持续健康发展，根据有关法律、行政法规的规定，结合本市实际，制定本条例。本条例适用于本市行政区域内的相关活动及其监督管理。市、区县（自治县）人民政府应当加强对本行政区域内相关工作的领导，建立健全协调机制，将所需经费纳入本级财政预算。有关部门应当按照各自职责，做好相关工作。任何单位和个人都有依法保护的义务，有权对违反本条例的行为进行劝阻、投诉和举报。 (4, 302, 67, 334)
